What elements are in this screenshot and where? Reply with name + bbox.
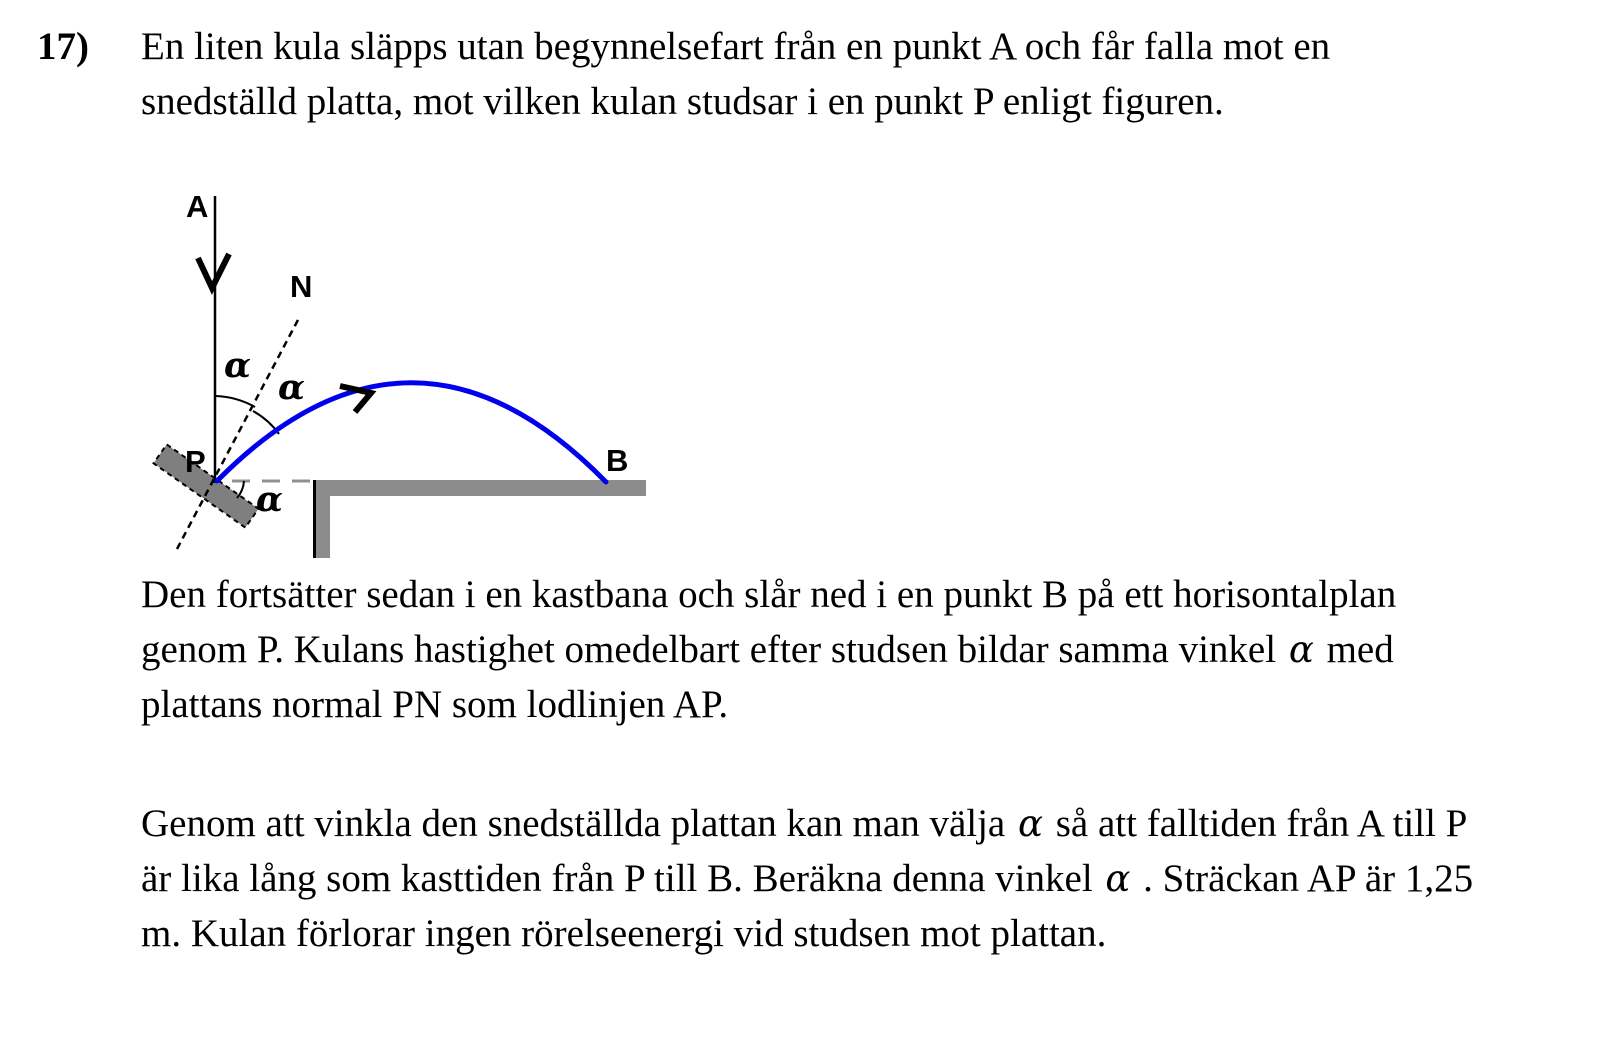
body-line-1: Den fortsätter sedan i en kastbana och slår ned i en punkt B på ett horisontalplan xyxy=(141,573,1397,616)
table-leg xyxy=(316,480,330,558)
trajectory-curve xyxy=(217,383,606,482)
question-line-1: Genom att vinkla den snedställda plattan kan man välja α så att falltiden från A till P xyxy=(141,802,1468,845)
body-line-2: genom P. Kulans hastighet omedelbart efter studsen bildar samma vinkel α med xyxy=(141,628,1394,671)
question-line-3: m. Kulan förlorar ingen rörelseenergi vid studsen mot plattan. xyxy=(141,912,1107,955)
alpha-label-left: α xyxy=(224,345,251,386)
intro-line-1: En liten kula släpps utan begynnelsefart från en punkt A och får falla mot en xyxy=(141,25,1331,68)
intro-paragraph xyxy=(141,19,1330,129)
down-arrow-icon xyxy=(198,254,229,288)
alpha-label-plate: α xyxy=(256,479,283,520)
table-slab xyxy=(316,480,646,496)
body-paragraph xyxy=(141,567,1396,732)
label-B: B xyxy=(606,443,629,478)
label-P: P xyxy=(185,444,206,479)
question-line-2: är lika lång som kasttiden från P till B. Beräkna denna vinkel α . Sträckan AP är 1,25 xyxy=(141,857,1474,900)
bounce-trajectory-figure xyxy=(130,175,660,570)
label-A: A xyxy=(186,189,209,224)
trajectory-arrow-icon xyxy=(340,386,371,412)
angle-arc-plate xyxy=(237,481,244,498)
body-line-3: plattans normal PN som lodlinjen AP. xyxy=(141,683,729,726)
question-paragraph xyxy=(141,796,1473,961)
alpha-label-right: α xyxy=(278,367,305,408)
intro-line-2: snedställd platta, mot vilken kulan studsar i en punkt P enligt figuren. xyxy=(141,80,1224,123)
label-N: N xyxy=(290,269,313,304)
angle-arc-left xyxy=(216,396,255,407)
problem-number: 17) xyxy=(37,25,89,68)
